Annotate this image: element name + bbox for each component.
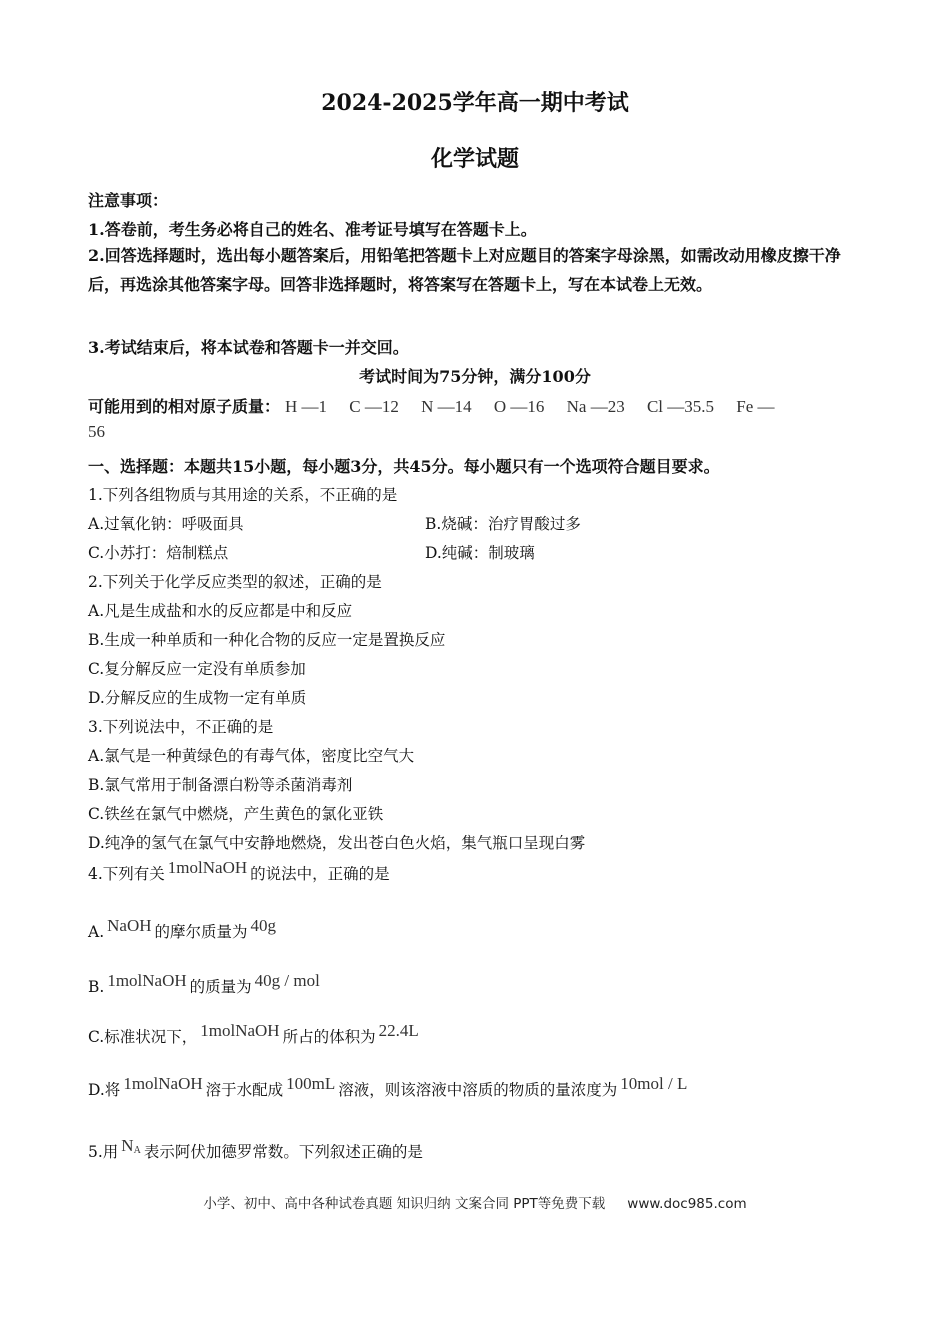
q4-c-pre: C.标准状况下，: [88, 1028, 198, 1046]
mass-c: C —12: [349, 397, 399, 416]
atomic-mass-row: [88, 394, 793, 417]
exam-time: 考试时间为75分钟，满分100分: [359, 367, 591, 386]
mass-n: N —14: [421, 397, 472, 416]
atomic-mass-values: [285, 397, 793, 416]
q5-avogadro-symbol: [121, 1136, 141, 1155]
mass-fe-value: 56: [88, 422, 105, 441]
q4-d-pre: D.将: [88, 1081, 121, 1099]
footer-text: 小学、初中、高中各种试卷真题 知识归纳 文案合同 PPT等免费下载: [203, 1196, 606, 1212]
q5-stem-pre: 5.用: [88, 1143, 119, 1161]
q2-stem: 2.下列关于化学反应类型的叙述，正确的是: [88, 573, 382, 591]
q5-symbol-n: N: [121, 1136, 134, 1155]
page-footer: [0, 1192, 950, 1212]
q4-option-d: [88, 1074, 690, 1100]
q4-d-volume: 100mL: [286, 1074, 336, 1093]
q2-option-c: C.复分解反应一定没有单质参加: [88, 660, 306, 678]
q4-stem-pre: 4.下列有关: [88, 865, 165, 883]
q3-option-c: C.铁丝在氯气中燃烧，产生黄色的氯化亚铁: [88, 805, 384, 823]
notice-item-1: 1.答卷前，考生务必将自己的姓名、准考证号填写在答题卡上。: [88, 220, 537, 239]
q1-option-a: A.过氧化钠：呼吸面具: [88, 515, 244, 533]
q5-stem: [88, 1136, 423, 1162]
notice-item-2: 2.回答选择题时，选出每小题答案后，用铅笔把答题卡上对应题目的答案字母涂黑，如需改动用橡皮擦干净后，再选涂其他答案字母。回答非选择题时，将答案写在答题卡上，写在本试卷上无效。: [88, 246, 841, 294]
q4-b-mid: 的质量为: [189, 978, 252, 996]
mass-na: Na —23: [566, 397, 625, 416]
q4-d-concentration: 10mol / L: [620, 1074, 688, 1093]
q4-c-mid: 所占的体积为: [282, 1028, 376, 1046]
exam-subject: 化学试题: [430, 146, 519, 172]
q4-a-mid: 的摩尔质量为: [154, 923, 248, 941]
q4-c-value: 22.4L: [378, 1021, 419, 1040]
q4-a-pre: A.: [88, 923, 105, 941]
q3-option-d: D.纯净的氢气在氯气中安静地燃烧，发出苍白色火焰，集气瓶口呈现白雾: [88, 834, 586, 852]
section1-heading: 一、选择题：本题共15小题，每小题3分，共45分。每小题只有一个选项符合题目要求。: [88, 457, 720, 476]
q2-option-d: D.分解反应的生成物一定有单质: [88, 689, 307, 707]
q4-stem-formula: 1molNaOH: [167, 858, 248, 877]
q4-stem-post: 的说法中，正确的是: [250, 865, 390, 883]
q1-option-d: D.纯碱：制玻璃: [425, 544, 535, 562]
q2-option-b: B.生成一种单质和一种化合物的反应一定是置换反应: [88, 631, 446, 649]
q5-symbol-sub: A: [133, 1145, 141, 1156]
exam-title: 2024-2025学年高一期中考试: [321, 90, 629, 116]
notice-heading: 注意事项：: [88, 191, 169, 210]
q4-d-mid1: 溶于水配成: [205, 1081, 284, 1099]
q4-d-mid2: 溶液，则该溶液中溶质的物质的量浓度为: [338, 1081, 618, 1099]
q4-b-value: 40g / mol: [254, 971, 320, 990]
q4-c-formula: 1molNaOH: [200, 1021, 280, 1040]
q4-d-formula: 1molNaOH: [123, 1074, 203, 1093]
notice-item-3: 3.考试结束后，将本试卷和答题卡一并交回。: [88, 338, 409, 357]
atomic-mass-label: 可能用到的相对原子质量：: [88, 397, 281, 416]
q1-stem: 1.下列各组物质与其用途的关系，不正确的是: [88, 486, 398, 504]
footer-site-link[interactable]: www.doc985.com: [627, 1196, 747, 1212]
q4-option-c: [88, 1021, 422, 1047]
q3-option-b: B.氯气常用于制备漂白粉等杀菌消毒剂: [88, 776, 353, 794]
q4-a-value: 40g: [250, 916, 277, 935]
mass-cl: Cl —35.5: [646, 397, 715, 416]
q4-stem: [88, 858, 390, 884]
q4-option-b: [88, 971, 323, 997]
q3-option-a: A.氯气是一种黄绿色的有毒气体，密度比空气大: [88, 747, 415, 765]
q4-b-pre: B.: [88, 978, 105, 996]
q2-option-a: A.凡是生成盐和水的反应都是中和反应: [88, 602, 353, 620]
mass-o: O —16: [493, 397, 545, 416]
q3-stem: 3.下列说法中，不正确的是: [88, 718, 274, 736]
q4-b-formula: 1molNaOH: [107, 971, 187, 990]
q4-a-formula: NaOH: [107, 916, 152, 935]
q5-stem-post: 表示阿伏加德罗常数。下列叙述正确的是: [143, 1143, 423, 1161]
mass-fe: Fe —: [736, 397, 775, 416]
q4-option-a: [88, 916, 279, 942]
q1-option-c: C.小苏打：焙制糕点: [88, 544, 229, 562]
q1-option-b: B.烧碱：治疗胃酸过多: [425, 515, 581, 533]
mass-h: H —1: [284, 397, 327, 416]
